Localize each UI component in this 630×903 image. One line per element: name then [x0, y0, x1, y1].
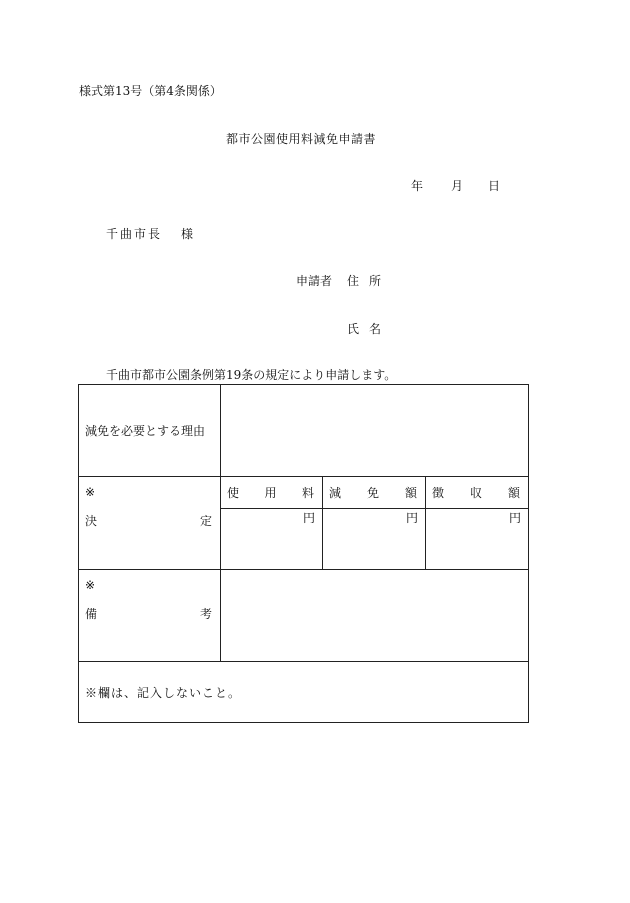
- application-statement: 千曲市都市公園条例第19条の規定により申請します。: [106, 368, 397, 382]
- form-number: 様式第13号（第4条関係）: [79, 84, 222, 98]
- remarks-mark: ※: [85, 578, 96, 592]
- address-label: 住所: [347, 274, 392, 288]
- date-year-label: 年: [411, 179, 424, 193]
- decision-label: 決 定: [85, 514, 212, 528]
- reason-label-cell: [79, 385, 221, 477]
- collection-amount-cell[interactable]: [426, 509, 529, 570]
- date-month-label: 月: [451, 179, 464, 193]
- collection-amount-header: 徴 収 額: [426, 477, 529, 509]
- exemption-amount-header: 減 免 額: [323, 477, 426, 509]
- usage-fee-cell[interactable]: [221, 509, 323, 570]
- yen-unit: 円: [302, 511, 315, 525]
- yen-unit: 円: [509, 511, 522, 525]
- addressee-name: 千曲市長: [106, 227, 163, 241]
- remarks-row: [79, 570, 529, 662]
- remarks-label-cell: [79, 570, 221, 662]
- decision-label-cell: [79, 477, 221, 570]
- decision-mark: ※: [85, 485, 96, 499]
- name-label: 氏名: [347, 322, 392, 336]
- usage-fee-header: 使 用 料: [221, 477, 323, 509]
- decision-header-row: [79, 477, 529, 509]
- note-text: ※欄は、記入しないこと。: [85, 685, 242, 700]
- note-cell: [79, 662, 529, 723]
- date-day-label: 日: [488, 179, 501, 193]
- yen-unit: 円: [405, 511, 418, 525]
- reason-row: [79, 385, 529, 477]
- reason-label: 減免を必要とする理由: [85, 424, 206, 438]
- applicant-label: 申請者: [296, 274, 333, 288]
- addressee-suffix: 様: [181, 227, 194, 241]
- note-row: [79, 662, 529, 723]
- application-table: [78, 384, 529, 723]
- exemption-amount-cell[interactable]: [323, 509, 426, 570]
- reason-input-cell[interactable]: [221, 385, 529, 477]
- document-title: 都市公園使用料減免申請書: [226, 132, 377, 146]
- remarks-input-cell[interactable]: [221, 570, 529, 662]
- remarks-label: 備 考: [85, 607, 212, 621]
